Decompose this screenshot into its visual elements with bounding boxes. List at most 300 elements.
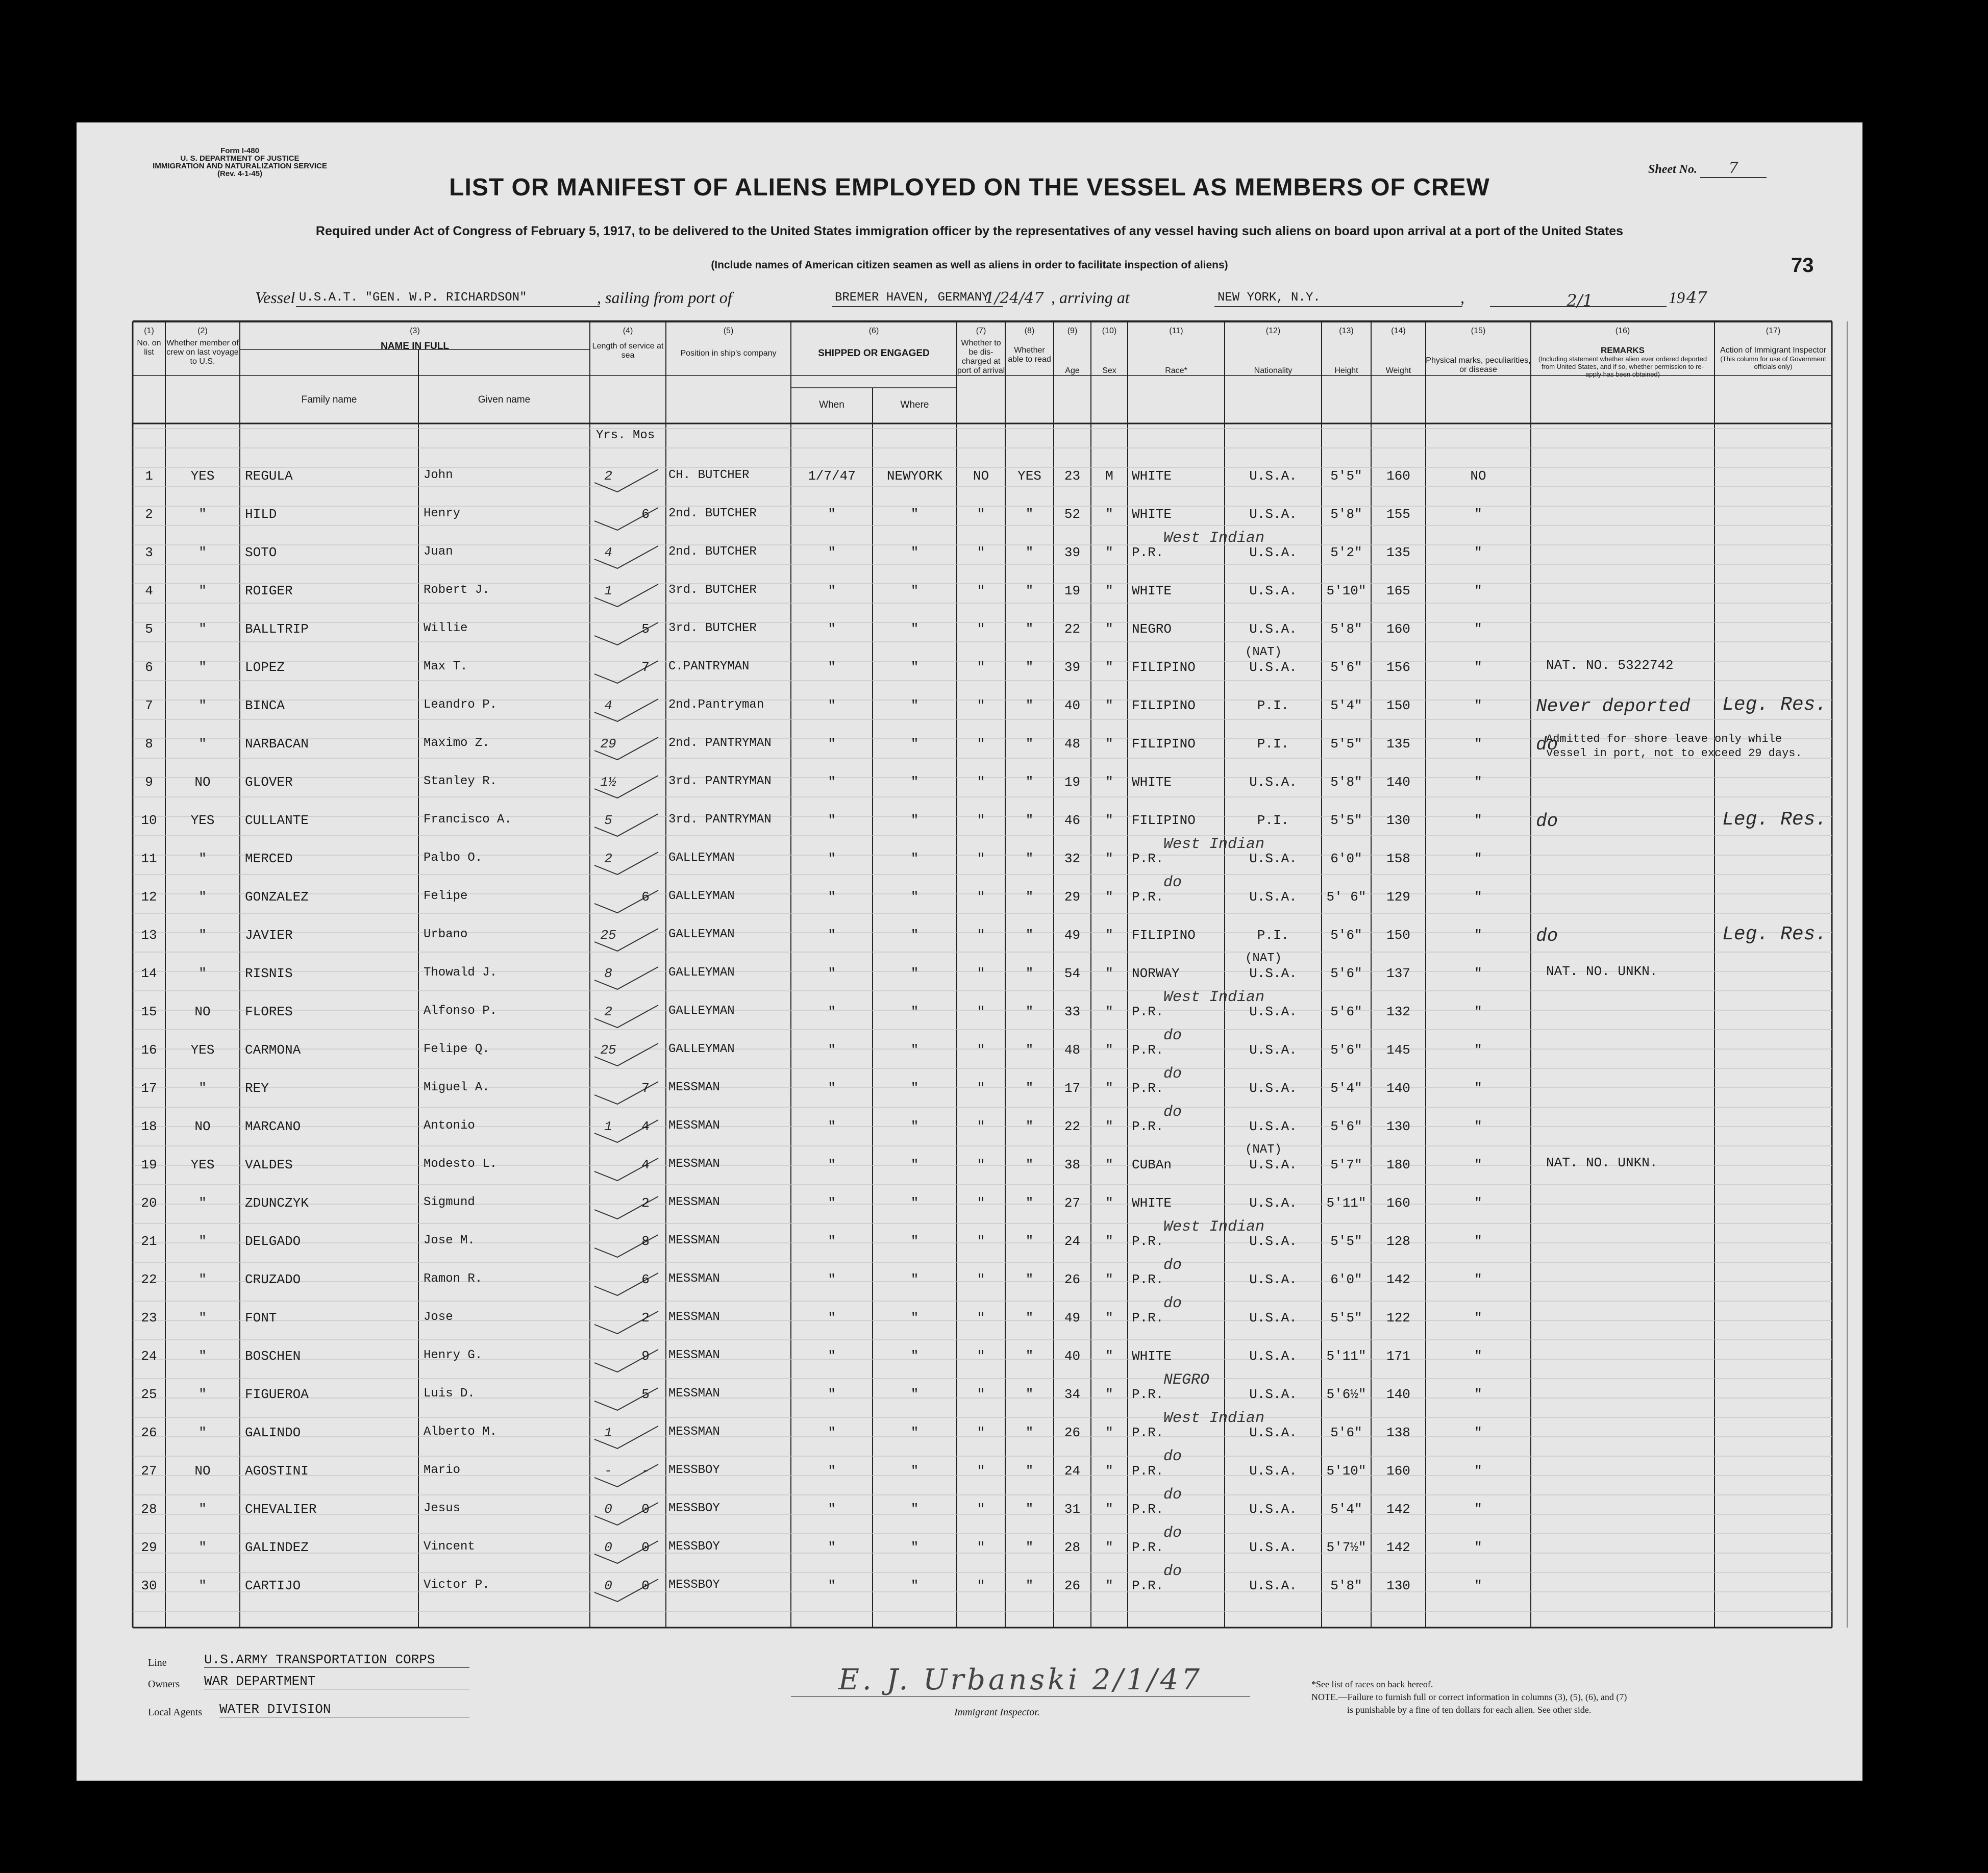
position: GALLEYMAN (668, 851, 735, 865)
col-number: (13) (1339, 327, 1354, 335)
height: 5'8" (1330, 621, 1362, 637)
sex: " (1105, 851, 1113, 866)
discharged-flag: " (977, 621, 985, 637)
read-flag: " (1025, 1195, 1034, 1211)
physical-marks: " (1474, 1004, 1482, 1019)
read-flag: " (1025, 813, 1034, 828)
shipped-when: " (828, 1502, 836, 1517)
remarks: NAT. NO. UNKN. (1546, 1155, 1658, 1170)
sex: " (1105, 928, 1113, 943)
shipped-where: " (910, 1425, 919, 1440)
weight: 140 (1386, 775, 1410, 790)
arriving-label: , arriving at (1051, 288, 1130, 307)
position: MESSBOY (668, 1502, 720, 1515)
physical-marks: NO (1470, 468, 1486, 484)
family-name: CULLANTE (245, 813, 309, 828)
age: 49 (1064, 1310, 1081, 1326)
crew-member-flag: " (198, 889, 207, 905)
col-title: Weight (1385, 366, 1411, 375)
height: 5'7½" (1326, 1540, 1366, 1555)
age: 22 (1064, 621, 1081, 637)
table-row (77, 503, 1862, 541)
service-months: 0 (641, 1502, 650, 1517)
physical-marks: " (1474, 1119, 1482, 1134)
service-years: 0 (604, 1540, 612, 1555)
shipped-where: " (910, 1042, 919, 1058)
service-years: 2 (604, 851, 612, 866)
discharged-flag: " (977, 1387, 985, 1402)
given-name-header: Given name (478, 394, 531, 405)
sex: " (1105, 813, 1113, 828)
shipped-where: " (910, 507, 919, 522)
shipped-when: " (828, 928, 836, 943)
race-annotation: do (1163, 1486, 1182, 1504)
row-number: 6 (145, 660, 153, 675)
discharged-flag: " (977, 1463, 985, 1479)
col-number: (7) (976, 327, 986, 335)
physical-marks: " (1474, 889, 1482, 905)
read-flag: " (1025, 851, 1034, 866)
position: MESSMAN (668, 1195, 720, 1209)
sex: " (1105, 1195, 1113, 1211)
nationality: U.S.A. (1249, 889, 1297, 905)
discharged-flag: " (977, 1540, 985, 1555)
row-number: 18 (141, 1119, 157, 1134)
sex: " (1105, 775, 1113, 790)
family-name: REGULA (245, 468, 293, 484)
nationality: U.S.A. (1249, 1463, 1297, 1479)
physical-marks: " (1474, 1157, 1482, 1172)
family-name: BALLTRIP (245, 621, 309, 637)
age: 48 (1064, 736, 1081, 752)
age: 24 (1064, 1234, 1081, 1249)
height: 5'6" (1330, 660, 1362, 675)
sex: " (1105, 583, 1113, 598)
position: GALLEYMAN (668, 966, 735, 980)
race-annotation: do (1163, 1027, 1182, 1044)
row-number: 25 (141, 1387, 157, 1402)
family-name: VALDES (245, 1157, 293, 1172)
sex: " (1105, 660, 1113, 675)
discharged-flag: " (977, 813, 985, 828)
height: 5'8" (1330, 775, 1362, 790)
height: 5'11" (1326, 1195, 1366, 1211)
discharged-flag: " (977, 775, 985, 790)
service-years: 1½ (600, 775, 616, 790)
weight: 138 (1386, 1425, 1410, 1440)
crew-member-flag: " (198, 928, 207, 943)
weight: 160 (1386, 621, 1410, 637)
race: P.R. (1132, 1004, 1164, 1019)
race-note: *See list of races on back hereof. (1311, 1679, 1433, 1689)
vessel-name: U.S.A.T. "GEN. W.P. RICHARDSON" (296, 291, 600, 307)
given-name: Sigmund (424, 1195, 475, 1209)
col-number: (11) (1169, 327, 1183, 335)
discharged-flag: " (977, 928, 985, 943)
read-flag: " (1025, 660, 1034, 675)
age: 39 (1064, 660, 1081, 675)
race: P.R. (1132, 1425, 1164, 1440)
age: 49 (1064, 928, 1081, 943)
row-number: 23 (141, 1310, 157, 1326)
col-number: (10) (1102, 327, 1117, 335)
service-years: 4 (604, 698, 612, 713)
col-number: (16) (1615, 327, 1630, 335)
col-number: (6) (868, 327, 879, 335)
race: FILIPINO (1132, 928, 1196, 943)
arrival-date: 2/1 (1490, 291, 1667, 307)
col13-header (1322, 327, 1371, 376)
row-number: 26 (141, 1425, 157, 1440)
physical-marks: " (1474, 1042, 1482, 1058)
shipped-where: " (910, 1502, 919, 1517)
physical-marks: " (1474, 1348, 1482, 1364)
sex: " (1105, 1310, 1113, 1326)
nationality-annotation: (NAT) (1245, 645, 1282, 659)
position: MESSBOY (668, 1578, 720, 1592)
height: 5'8" (1330, 1578, 1362, 1593)
position: 2nd. BUTCHER (668, 545, 757, 559)
crew-member-flag: " (198, 621, 207, 637)
shipped-when: " (828, 1004, 836, 1019)
race: FILIPINO (1132, 698, 1196, 713)
physical-marks: " (1474, 1272, 1482, 1287)
table-row (77, 645, 1862, 694)
read-flag: " (1025, 928, 1034, 943)
weight: 140 (1386, 1081, 1410, 1096)
nationality: U.S.A. (1249, 1234, 1297, 1249)
table-row (77, 923, 1862, 962)
position: MESSMAN (668, 1387, 720, 1401)
table-row (77, 1027, 1862, 1077)
service-years: - (604, 1463, 612, 1479)
sex: " (1105, 1348, 1113, 1364)
given-name: Jose M. (424, 1234, 475, 1247)
row-number: 17 (141, 1081, 157, 1096)
sex: " (1105, 507, 1113, 522)
col-title: Race* (1165, 366, 1187, 375)
nationality-annotation: (NAT) (1245, 952, 1282, 965)
shipped-where: " (910, 1540, 919, 1555)
race: WHITE (1132, 1348, 1172, 1364)
family-name-header: Family name (301, 394, 357, 405)
age: 52 (1064, 507, 1081, 522)
col3-header (240, 327, 590, 351)
position: 3rd. BUTCHER (668, 583, 757, 597)
weight: 140 (1386, 1387, 1410, 1402)
race: NEGRO (1132, 621, 1172, 637)
age: 31 (1064, 1502, 1081, 1517)
shipped-where: " (910, 621, 919, 637)
shipped-when: " (828, 1157, 836, 1172)
weight: 137 (1386, 966, 1410, 981)
table-row (77, 1104, 1862, 1153)
race: CUBAn (1132, 1157, 1172, 1172)
family-name: DELGADO (245, 1234, 301, 1249)
service-months: 7 (641, 660, 650, 675)
col-title: Position in ship's company (680, 349, 777, 358)
weight: 142 (1386, 1540, 1410, 1555)
shipped-where: " (910, 1081, 919, 1096)
race-annotation: do (1163, 1065, 1182, 1083)
service-months: 9 (641, 1348, 650, 1364)
race: P.R. (1132, 851, 1164, 866)
read-flag: " (1025, 1234, 1034, 1249)
physical-marks: " (1474, 1463, 1482, 1479)
col-title: NAME IN FULL (380, 341, 450, 352)
physical-marks: " (1474, 660, 1482, 675)
read-flag: " (1025, 1310, 1034, 1326)
physical-marks: " (1474, 1425, 1482, 1440)
col-title: Physical marks, peculiarities, or disease (1426, 356, 1531, 374)
read-flag: " (1025, 1425, 1034, 1440)
sex: " (1105, 1540, 1113, 1555)
col-title: Age (1065, 366, 1080, 375)
height: 5'5" (1330, 468, 1362, 484)
row-number: 10 (141, 813, 157, 828)
shipped-where: " (910, 1157, 919, 1172)
position: GALLEYMAN (668, 928, 735, 941)
col-number: (14) (1391, 327, 1406, 335)
given-name: Henry G. (424, 1348, 483, 1362)
shipped-where: " (910, 660, 919, 675)
inspector-action: Admitted for shore leave only while vessel in port, not to exceed 29 days. (1546, 733, 1802, 760)
col-number: (5) (723, 327, 734, 335)
revision: (Rev. 4-1-45) (217, 169, 263, 178)
position: MESSBOY (668, 1463, 720, 1477)
shipped-when: " (828, 1310, 836, 1326)
row-number: 1 (145, 468, 153, 484)
owners-label: Owners (148, 1679, 180, 1690)
service-months: 2 (641, 1195, 650, 1211)
given-name: Mario (424, 1463, 461, 1477)
table-row (77, 1257, 1862, 1306)
row-number: 21 (141, 1234, 157, 1249)
age: 24 (1064, 1463, 1081, 1479)
given-name: Urbano (424, 928, 468, 941)
page-number: 73 (1791, 254, 1814, 277)
col-number: (15) (1471, 327, 1486, 335)
read-flag: " (1025, 775, 1034, 790)
year-prefix: 19 (1669, 288, 1685, 307)
position: GALLEYMAN (668, 1004, 735, 1018)
table-row (77, 1525, 1862, 1574)
race: FILIPINO (1132, 813, 1196, 828)
position: MESSMAN (668, 1157, 720, 1171)
race: WHITE (1132, 583, 1172, 598)
service-years: 2 (604, 468, 612, 484)
table-row (77, 579, 1862, 617)
owners-value: WAR DEPARTMENT (204, 1674, 469, 1689)
sex: " (1105, 889, 1113, 905)
read-flag: " (1025, 889, 1034, 905)
discharged-flag: NO (973, 468, 989, 484)
shipped-when: " (828, 545, 836, 560)
height: 6'0" (1330, 851, 1362, 866)
physical-marks: " (1474, 813, 1482, 828)
sex: " (1105, 1463, 1113, 1479)
service-years: 1 (604, 583, 612, 598)
col-title: Nationality (1254, 366, 1293, 375)
departure-port: BREMER HAVEN, GERMANY (832, 291, 1003, 307)
remarks: NAT. NO. UNKN. (1546, 964, 1658, 979)
position: MESSMAN (668, 1425, 720, 1439)
height: 5'6½" (1326, 1387, 1366, 1402)
table-row (77, 809, 1862, 847)
crew-member-flag: YES (190, 813, 215, 828)
shipped-when: " (828, 1463, 836, 1479)
crew-member-flag: " (198, 507, 207, 522)
weight: 180 (1386, 1157, 1410, 1172)
height: 5'5" (1330, 1234, 1362, 1249)
age: 40 (1064, 1348, 1081, 1364)
age: 29 (1064, 889, 1081, 905)
read-flag: " (1025, 1157, 1034, 1172)
race: P.R. (1132, 1042, 1164, 1058)
row-number: 12 (141, 889, 157, 905)
physical-marks: " (1474, 736, 1482, 752)
nationality: U.S.A. (1249, 1081, 1297, 1096)
crew-member-flag: NO (194, 1004, 211, 1019)
col6-header (791, 327, 957, 358)
physical-marks: " (1474, 698, 1482, 713)
discharged-flag: " (977, 1119, 985, 1134)
age: 26 (1064, 1578, 1081, 1593)
table-row (77, 530, 1862, 579)
table-row (77, 1295, 1862, 1344)
shipped-when: " (828, 1387, 836, 1402)
shipped-where: " (910, 583, 919, 598)
given-name: Henry (424, 507, 461, 520)
discharged-flag: " (977, 1195, 985, 1211)
given-name: Jesus (424, 1502, 461, 1515)
shipped-when: " (828, 1042, 836, 1058)
weight: 171 (1386, 1348, 1410, 1364)
col-number: (2) (197, 327, 208, 335)
shipped-where: " (910, 813, 919, 828)
given-name: Maximo Z. (424, 736, 490, 750)
sailing-label: , sailing from port of (597, 288, 732, 307)
page-title: LIST OR MANIFEST OF ALIENS EMPLOYED ON THE VESSEL AS MEMBERS OF CREW (449, 174, 1490, 201)
read-flag: " (1025, 698, 1034, 713)
position: GALLEYMAN (668, 1042, 735, 1056)
nationality: U.S.A. (1249, 660, 1297, 675)
col-title: Whether able to read (1008, 346, 1051, 364)
physical-marks: " (1474, 966, 1482, 981)
discharged-flag: " (977, 1004, 985, 1019)
family-name: ROIGER (245, 583, 293, 598)
physical-marks: " (1474, 545, 1482, 560)
service-months: 0 (641, 1540, 650, 1555)
arrival-port: NEW YORK, N.Y. (1214, 291, 1462, 307)
shipped-where: " (910, 1272, 919, 1287)
table-row (77, 836, 1862, 885)
nationality: U.S.A. (1249, 1540, 1297, 1555)
position: MESSMAN (668, 1348, 720, 1362)
discharged-flag: " (977, 1310, 985, 1326)
table-row (77, 874, 1862, 923)
row-number: 11 (141, 851, 157, 866)
sex: " (1105, 1004, 1113, 1019)
race: P.R. (1132, 889, 1164, 905)
row-number: 15 (141, 1004, 157, 1019)
col-title: Action of Immigrant Inspector (1720, 346, 1827, 355)
read-flag: " (1025, 1272, 1034, 1287)
given-name: John (424, 468, 453, 482)
discharged-flag: " (977, 583, 985, 598)
crew-member-flag: NO (194, 1463, 211, 1479)
col-number: (4) (623, 327, 633, 335)
comma: , (1460, 288, 1464, 307)
family-name: REY (245, 1081, 269, 1096)
race: WHITE (1132, 507, 1172, 522)
race: P.R. (1132, 1310, 1164, 1326)
shipped-when: " (828, 1348, 836, 1364)
table-row (77, 617, 1862, 656)
agents-value: WATER DIVISION (219, 1702, 469, 1717)
read-flag: " (1025, 1042, 1034, 1058)
read-flag: " (1025, 1081, 1034, 1096)
service-years: 25 (600, 1042, 616, 1058)
agents-label: Local Agents (148, 1707, 203, 1718)
remarks: NAT. NO. 5322742 (1546, 658, 1674, 673)
row-number: 19 (141, 1157, 157, 1172)
given-name: Miguel A. (424, 1081, 490, 1094)
where-header: Where (900, 399, 929, 410)
col-title: Length of service at sea (592, 342, 664, 360)
col14-header (1371, 327, 1426, 376)
remarks: Never deported (1536, 696, 1691, 717)
age: 33 (1064, 1004, 1081, 1019)
shipped-where: " (910, 1348, 919, 1364)
position: 3rd. PANTRYMAN (668, 813, 772, 827)
discharged-flag: " (977, 851, 985, 866)
family-name: RISNIS (245, 966, 293, 981)
row-number: 9 (145, 775, 153, 790)
read-flag: " (1025, 1540, 1034, 1555)
nationality: U.S.A. (1249, 583, 1297, 598)
crew-member-flag: YES (190, 1042, 215, 1058)
col2-header (166, 327, 239, 366)
sex: " (1105, 698, 1113, 713)
weight: 135 (1386, 545, 1410, 560)
col4-header (590, 327, 666, 360)
sex: M (1105, 468, 1113, 484)
discharged-flag: " (977, 889, 985, 905)
race-annotation: West Indian (1163, 836, 1265, 853)
table-row (77, 1065, 1862, 1115)
shipped-when: " (828, 1195, 836, 1211)
shipped-where: NEWYORK (886, 468, 943, 484)
given-name: Victor P. (424, 1578, 490, 1592)
table-row (77, 1486, 1862, 1536)
race: P.R. (1132, 1540, 1164, 1555)
weight: 135 (1386, 736, 1410, 752)
height: 5'10" (1326, 1463, 1366, 1479)
age: 38 (1064, 1157, 1081, 1172)
crew-member-flag: " (198, 1502, 207, 1517)
nationality: U.S.A. (1249, 1578, 1297, 1593)
given-name: Felipe (424, 889, 468, 903)
table-row (77, 989, 1862, 1038)
shipped-when: " (828, 813, 836, 828)
table-row (77, 1448, 1862, 1497)
read-flag: " (1025, 507, 1034, 522)
position: MESSMAN (668, 1119, 720, 1133)
shipped-where: " (910, 1578, 919, 1593)
col12-header (1225, 327, 1322, 376)
physical-marks: " (1474, 507, 1482, 522)
